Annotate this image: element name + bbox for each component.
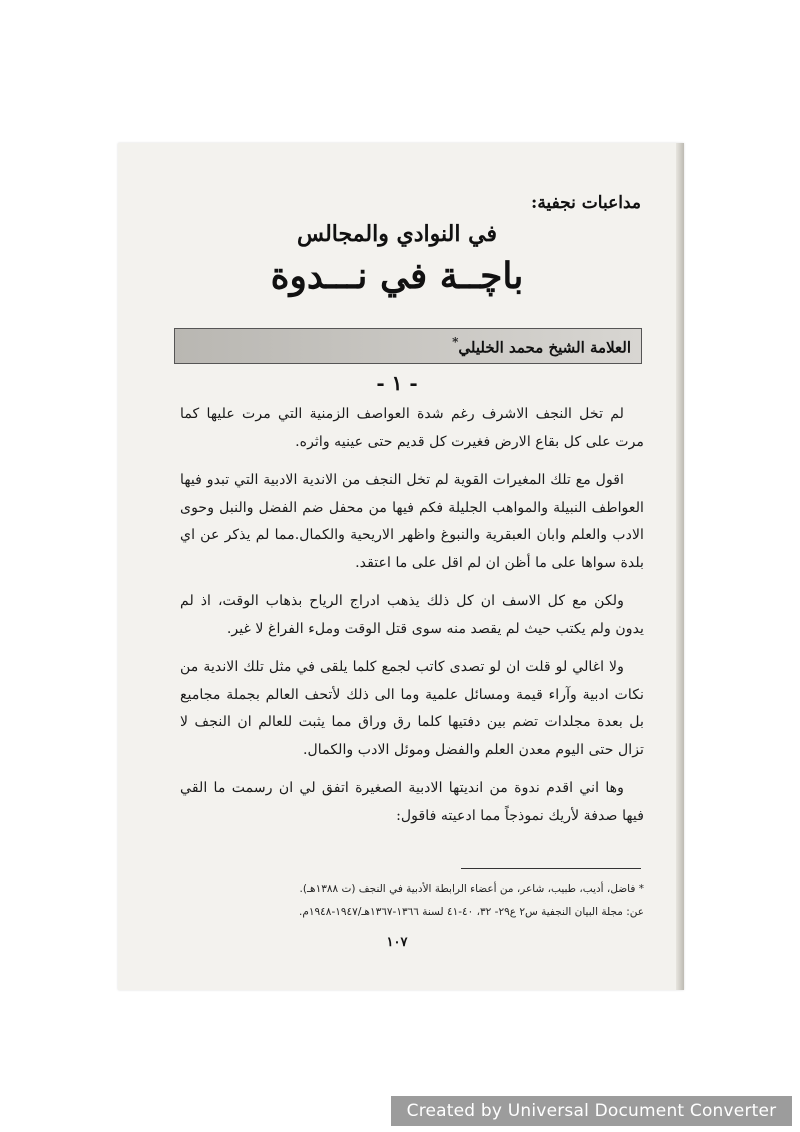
scanned-page [118, 143, 684, 990]
converter-watermark: Created by Universal Document Converter [391, 1096, 792, 1126]
section-number: - ١ - [376, 371, 418, 395]
paragraph: اقول مع تلك المغيرات القوية لم تخل النجف من الاندية الادبية التي تبدو فيها العواطف النبيلة والمواهب الجليلة فكم فيها من محفل ضم الفضل والنبل وحوى الادب والعلم وابان العبقرية والنبوغ واظهر الاريحية والكمال.مما لم يذكر عن اي بلدة سواها على ما أظن ان لم اقل على ما اعتقد. [180, 472, 644, 571]
page-fold-shadow [676, 143, 684, 990]
footnote: * فاضل، أديب، طبيب، شاعر، من أعضاء الرابطة الأدبية في النجف (ت ١٣٨٨هـ). [299, 883, 644, 895]
author-name: العلامة الشيخ محمد الخليلي [458, 338, 631, 357]
footnote: عن: مجلة البيان النجفية س٢ ع٢٩- ٣٢، ٤٠-٤١ لسنة ١٣٦٦-١٣٦٧هـ/١٩٤٧-١٩٤٨م. [299, 906, 644, 918]
paragraph: ولكن مع كل الاسف ان كل ذلك يذهب ادراج الرياح بذهاب الوقت، اذ لم يدون ولم يكتب حيث لم يقصد منه سوى قتل الوقت وملء الفراغ لا غير. [180, 593, 644, 637]
paragraph: وها اني اقدم ندوة من انديتها الادبية الصغيرة اتفق لي ان رسمت ما القي فيها صدفة لأريك نموذجاً مما ادعيته فاقول: [180, 780, 644, 824]
page-number: ١٠٧ [386, 935, 408, 950]
author-footnote-mark: * [452, 335, 459, 349]
section-label: مداعبات نجفية: [531, 193, 641, 213]
author-box [174, 328, 642, 364]
paragraph: لم تخل النجف الاشرف رغم شدة العواصف الزمنية التي مرت عليها كما مرت على كل بقاع الارض فغيرت كل قديم حتى عينيه واثره. [180, 406, 644, 450]
article-subtitle: في النوادي والمجالس [297, 221, 497, 247]
article-title: باچــة في نـــدوة [270, 255, 524, 297]
article-body [180, 401, 644, 841]
paragraph: ولا اغالي لو قلت ان لو تصدى كاتب لجمع كلما يلقى في مثل تلك الاندية من نكات ادبية وآراء قيمة ومسائل علمية وما الى ذلك لأتحف العالم بجملة مجاميع بل بعدة مجلدات تضم بين دفتيها كلما رق وراق مما يثبت للعالم ان النجف لا تزال حتى اليوم معدن العلم والفضل وموئل الادب والكمال. [180, 659, 644, 758]
footnotes [180, 878, 644, 924]
footnote-divider [461, 868, 641, 869]
